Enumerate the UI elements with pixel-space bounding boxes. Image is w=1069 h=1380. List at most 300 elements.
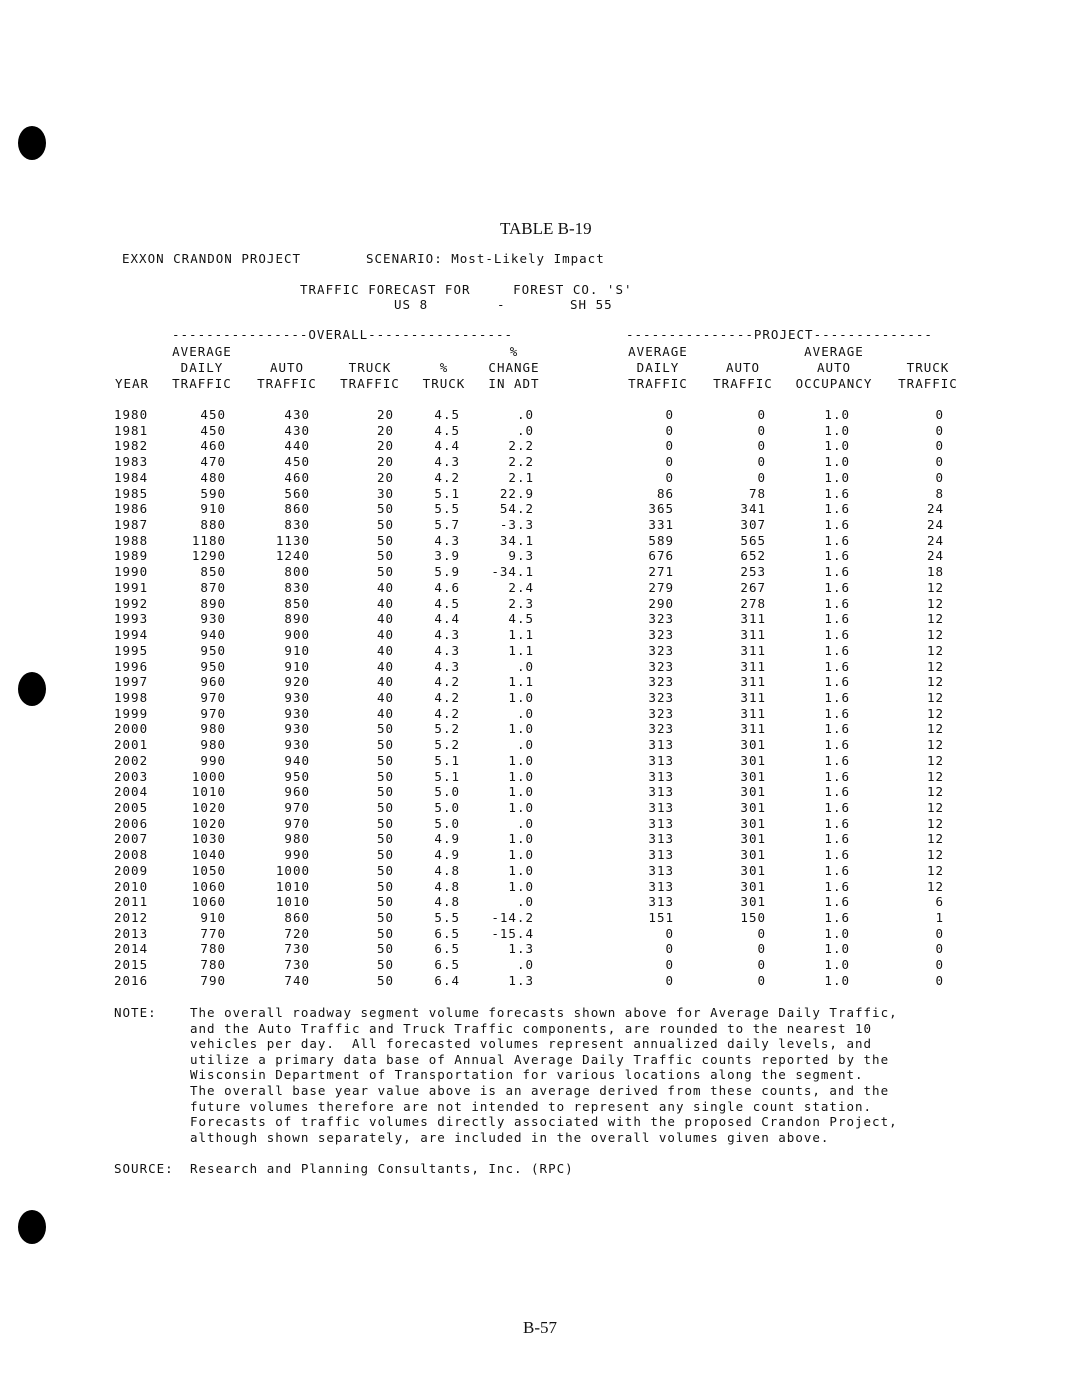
table-row	[0, 407, 1069, 423]
cell-pct-truck: 4.9	[434, 847, 460, 863]
column-header-adt-line-3: TRAFFIC	[172, 376, 232, 391]
cell-year: 2013	[114, 925, 149, 941]
cell-p-occ: 1.6	[824, 674, 850, 690]
cell-p-auto: 301	[740, 800, 766, 815]
cell-year: 2007	[114, 831, 149, 847]
cell-p-auto: 0	[757, 957, 766, 973]
cell-p-truck: 12	[926, 658, 944, 674]
cell-p-truck: 1	[935, 910, 944, 926]
column-header-p-occ-line-2: AUTO	[816, 360, 852, 375]
column-header-adt-line-1: AVERAGE	[172, 344, 232, 359]
cell-pct-truck: 4.6	[434, 579, 460, 595]
cell-p-truck: 12	[926, 768, 944, 784]
cell-adt: 1010	[191, 784, 226, 800]
column-header-p-truck-line-3: TRAFFIC	[898, 376, 958, 391]
segment-from: US 8	[394, 297, 429, 312]
cell-pct-truck: 4.5	[434, 407, 460, 422]
cell-year: 1998	[114, 689, 149, 705]
cell-p-truck: 18	[926, 564, 944, 580]
cell-p-adt: 0	[665, 972, 674, 988]
cell-p-auto: 301	[740, 784, 766, 800]
cell-auto: 980	[284, 831, 310, 847]
cell-pct-truck: 4.4	[434, 611, 460, 627]
cell-p-truck: 12	[926, 831, 944, 847]
cell-p-adt: 323	[648, 658, 674, 674]
cell-auto: 990	[284, 847, 310, 863]
table-row	[0, 596, 1069, 612]
table-row	[0, 423, 1069, 439]
cell-pct-truck: 4.2	[434, 689, 460, 705]
cell-adt: 960	[200, 674, 226, 690]
cell-pct-truck: 5.5	[434, 910, 460, 926]
cell-p-adt: 313	[648, 862, 674, 878]
cell-auto: 970	[284, 815, 310, 831]
cell-auto: 730	[284, 957, 310, 973]
cell-auto: 730	[284, 941, 310, 957]
cell-adt: 480	[200, 469, 226, 485]
cell-auto: 1000	[275, 862, 310, 878]
cell-p-truck: 12	[926, 815, 944, 831]
table-row	[0, 486, 1069, 502]
cell-year: 2001	[114, 737, 149, 753]
table-row	[0, 894, 1069, 910]
cell-p-auto: 311	[740, 658, 766, 674]
column-header-p-auto-line-3: TRAFFIC	[713, 376, 773, 391]
cell-adt: 990	[200, 752, 226, 768]
note-line: although shown separately, are included in the overall volumes given above.	[190, 1129, 830, 1145]
table-row	[0, 879, 1069, 895]
table-row	[0, 564, 1069, 580]
cell-pct-change: .0	[516, 422, 534, 438]
cell-auto: 910	[284, 658, 310, 674]
cell-p-truck: 12	[926, 627, 944, 643]
cell-year: 1999	[114, 705, 149, 721]
cell-adt: 590	[200, 485, 226, 501]
cell-p-auto: 301	[740, 847, 766, 863]
cell-pct-truck: 6.4	[434, 972, 460, 988]
cell-pct-change: 2.3	[508, 595, 534, 611]
cell-truck: 40	[376, 579, 394, 595]
table-row	[0, 831, 1069, 847]
cell-truck: 20	[376, 454, 394, 470]
cell-p-truck: 12	[926, 611, 944, 627]
cell-p-occ: 1.0	[824, 454, 850, 470]
cell-p-adt: 323	[648, 721, 674, 737]
cell-pct-truck: 4.2	[434, 674, 460, 690]
cell-year: 1992	[114, 595, 149, 611]
column-header-adt-line-2: DAILY	[180, 360, 224, 375]
table-row	[0, 643, 1069, 659]
cell-adt: 780	[200, 941, 226, 957]
cell-adt: 1180	[191, 532, 226, 548]
segment-dash: -	[497, 297, 506, 312]
cell-pct-change: 2.2	[508, 454, 534, 470]
cell-p-truck: 12	[926, 705, 944, 721]
cell-pct-truck: 6.5	[434, 925, 460, 941]
cell-year: 2005	[114, 800, 149, 815]
cell-adt: 1060	[191, 894, 226, 910]
cell-p-adt: 313	[648, 752, 674, 768]
cell-p-truck: 0	[935, 925, 944, 941]
cell-adt: 1020	[191, 800, 226, 815]
cell-p-auto: 0	[757, 454, 766, 470]
cell-truck: 20	[376, 422, 394, 438]
cell-p-adt: 676	[648, 548, 674, 564]
cell-auto: 930	[284, 689, 310, 705]
cell-p-auto: 311	[740, 689, 766, 705]
cell-year: 1988	[114, 532, 149, 548]
cell-year: 2010	[114, 878, 149, 894]
scenario-label: SCENARIO: Most-Likely Impact	[366, 251, 605, 266]
cell-auto: 450	[284, 454, 310, 470]
column-header-truck-line-3: TRAFFIC	[340, 376, 400, 391]
cell-pct-truck: 3.9	[434, 548, 460, 564]
cell-pct-truck: 4.3	[434, 627, 460, 643]
cell-p-adt: 313	[648, 737, 674, 753]
table-row	[0, 501, 1069, 517]
cell-truck: 50	[376, 894, 394, 910]
cell-auto: 1010	[275, 878, 310, 894]
cell-pct-change: 1.0	[508, 721, 534, 737]
cell-p-adt: 279	[648, 579, 674, 595]
cell-p-occ: 1.6	[824, 689, 850, 705]
cell-p-occ: 1.6	[824, 752, 850, 768]
table-row	[0, 847, 1069, 863]
binder-hole-bottom	[18, 1210, 46, 1244]
cell-p-adt: 331	[648, 517, 674, 533]
cell-auto: 800	[284, 564, 310, 580]
cell-p-auto: 301	[740, 752, 766, 768]
cell-pct-truck: 6.5	[434, 941, 460, 957]
cell-p-truck: 24	[926, 532, 944, 548]
cell-pct-change: -34.1	[491, 564, 534, 580]
segment-to: SH 55	[570, 297, 613, 312]
cell-auto: 950	[284, 768, 310, 784]
cell-p-truck: 0	[935, 422, 944, 438]
note-label: NOTE:	[114, 1005, 157, 1020]
cell-year: 1980	[114, 407, 149, 422]
cell-p-auto: 301	[740, 894, 766, 910]
cell-auto: 970	[284, 800, 310, 815]
cell-p-occ: 1.6	[824, 501, 850, 517]
cell-pct-change: 2.4	[508, 579, 534, 595]
cell-p-truck: 24	[926, 548, 944, 564]
cell-p-occ: 1.6	[824, 721, 850, 737]
cell-p-auto: 0	[757, 941, 766, 957]
cell-truck: 50	[376, 768, 394, 784]
cell-adt: 870	[200, 579, 226, 595]
cell-auto: 830	[284, 517, 310, 533]
cell-truck: 30	[376, 485, 394, 501]
cell-p-adt: 290	[648, 595, 674, 611]
cell-pct-change: 1.3	[508, 972, 534, 988]
cell-auto: 720	[284, 925, 310, 941]
cell-truck: 50	[376, 957, 394, 973]
cell-pct-truck: 4.3	[434, 658, 460, 674]
table-row	[0, 816, 1069, 832]
cell-pct-truck: 4.2	[434, 469, 460, 485]
cell-p-adt: 0	[665, 407, 674, 422]
cell-year: 2015	[114, 957, 149, 973]
cell-p-auto: 311	[740, 642, 766, 658]
cell-adt: 1030	[191, 831, 226, 847]
cell-pct-truck: 4.8	[434, 862, 460, 878]
cell-adt: 910	[200, 910, 226, 926]
table-row	[0, 706, 1069, 722]
cell-truck: 20	[376, 438, 394, 454]
cell-year: 2003	[114, 768, 149, 784]
cell-p-occ: 1.0	[824, 957, 850, 973]
cell-truck: 40	[376, 611, 394, 627]
cell-p-truck: 0	[935, 469, 944, 485]
cell-pct-change: 1.1	[508, 627, 534, 643]
cell-adt: 1040	[191, 847, 226, 863]
cell-p-occ: 1.6	[824, 878, 850, 894]
cell-year: 2000	[114, 721, 149, 737]
cell-truck: 50	[376, 878, 394, 894]
cell-adt: 1020	[191, 815, 226, 831]
cell-adt: 980	[200, 737, 226, 753]
cell-p-occ: 1.6	[824, 847, 850, 863]
cell-p-truck: 12	[926, 737, 944, 753]
table-row	[0, 753, 1069, 769]
cell-p-truck: 12	[926, 862, 944, 878]
cell-pct-truck: 6.5	[434, 957, 460, 973]
cell-pct-change: 4.5	[508, 611, 534, 627]
table-row	[0, 926, 1069, 942]
cell-year: 1995	[114, 642, 149, 658]
cell-p-adt: 323	[648, 705, 674, 721]
cell-pct-change: 1.0	[508, 689, 534, 705]
cell-adt: 890	[200, 595, 226, 611]
table-row	[0, 800, 1069, 816]
overall-group-header: ----------------OVERALL-----------------	[172, 327, 514, 342]
cell-p-auto: 0	[757, 438, 766, 454]
cell-pct-truck: 4.3	[434, 642, 460, 658]
cell-auto: 1130	[275, 532, 310, 548]
cell-truck: 50	[376, 517, 394, 533]
project-name: EXXON CRANDON PROJECT	[122, 251, 302, 266]
cell-p-auto: 307	[740, 517, 766, 533]
cell-year: 1991	[114, 579, 149, 595]
table-row	[0, 470, 1069, 486]
cell-year: 1993	[114, 611, 149, 627]
cell-truck: 40	[376, 705, 394, 721]
column-header-pct-change-line-3: IN ADT	[488, 376, 540, 391]
cell-p-adt: 313	[648, 831, 674, 847]
cell-p-truck: 0	[935, 972, 944, 988]
cell-p-occ: 1.0	[824, 407, 850, 422]
cell-pct-change: 1.1	[508, 642, 534, 658]
cell-auto: 940	[284, 752, 310, 768]
cell-pct-truck: 5.1	[434, 752, 460, 768]
cell-truck: 20	[376, 469, 394, 485]
column-header-pct-change-line-1: %	[509, 344, 519, 359]
cell-auto: 430	[284, 407, 310, 422]
cell-p-occ: 1.6	[824, 517, 850, 533]
column-header-pct-truck-line-3: TRUCK	[422, 376, 466, 391]
table-row	[0, 548, 1069, 564]
cell-p-adt: 0	[665, 925, 674, 941]
cell-pct-truck: 4.2	[434, 705, 460, 721]
cell-p-auto: 301	[740, 862, 766, 878]
cell-year: 1985	[114, 485, 149, 501]
column-header-p-adt-line-3: TRAFFIC	[628, 376, 688, 391]
cell-auto: 560	[284, 485, 310, 501]
cell-p-adt: 86	[656, 485, 674, 501]
cell-p-occ: 1.0	[824, 422, 850, 438]
column-header-pct-truck-line-2: %	[439, 360, 449, 375]
cell-p-adt: 313	[648, 894, 674, 910]
cell-pct-truck: 4.3	[434, 532, 460, 548]
table-row	[0, 784, 1069, 800]
cell-p-occ: 1.6	[824, 642, 850, 658]
cell-truck: 50	[376, 721, 394, 737]
cell-p-adt: 589	[648, 532, 674, 548]
cell-truck: 50	[376, 737, 394, 753]
cell-auto: 900	[284, 627, 310, 643]
project-group-header: ---------------PROJECT--------------	[626, 327, 933, 342]
cell-p-auto: 253	[740, 564, 766, 580]
cell-p-auto: 0	[757, 407, 766, 422]
cell-year: 1997	[114, 674, 149, 690]
cell-pct-change: .0	[516, 737, 534, 753]
cell-p-truck: 12	[926, 721, 944, 737]
cell-year: 1987	[114, 517, 149, 533]
table-row	[0, 721, 1069, 737]
cell-p-auto: 311	[740, 705, 766, 721]
cell-adt: 970	[200, 689, 226, 705]
cell-truck: 40	[376, 627, 394, 643]
cell-year: 1996	[114, 658, 149, 674]
cell-p-auto: 78	[748, 485, 766, 501]
cell-p-truck: 0	[935, 438, 944, 454]
cell-p-occ: 1.6	[824, 815, 850, 831]
column-header-p-truck-line-2: TRUCK	[906, 360, 950, 375]
cell-p-occ: 1.6	[824, 548, 850, 564]
cell-p-auto: 311	[740, 627, 766, 643]
cell-truck: 50	[376, 910, 394, 926]
cell-truck: 40	[376, 595, 394, 611]
cell-truck: 50	[376, 847, 394, 863]
cell-p-adt: 0	[665, 422, 674, 438]
cell-pct-change: .0	[516, 705, 534, 721]
cell-p-occ: 1.6	[824, 579, 850, 595]
cell-adt: 970	[200, 705, 226, 721]
cell-pct-truck: 4.4	[434, 438, 460, 454]
cell-adt: 980	[200, 721, 226, 737]
note-line: The overall roadway segment volume forecasts shown above for Average Daily Traffic,	[190, 1005, 898, 1020]
table-row	[0, 438, 1069, 454]
cell-p-occ: 1.6	[824, 532, 850, 548]
cell-pct-truck: 5.5	[434, 501, 460, 517]
cell-p-truck: 12	[926, 784, 944, 800]
cell-pct-truck: 5.1	[434, 485, 460, 501]
cell-truck: 50	[376, 972, 394, 988]
cell-p-occ: 1.6	[824, 595, 850, 611]
cell-p-truck: 12	[926, 689, 944, 705]
source-label: SOURCE:	[114, 1161, 174, 1176]
binder-hole-top	[18, 126, 46, 160]
cell-year: 2012	[114, 910, 149, 926]
cell-p-auto: 311	[740, 674, 766, 690]
cell-pct-truck: 4.9	[434, 831, 460, 847]
cell-year: 2004	[114, 784, 149, 800]
table-row	[0, 957, 1069, 973]
cell-pct-truck: 4.8	[434, 894, 460, 910]
cell-pct-change: .0	[516, 894, 534, 910]
cell-pct-change: 1.0	[508, 784, 534, 800]
column-header-p-adt-line-1: AVERAGE	[628, 344, 688, 359]
cell-p-adt: 271	[648, 564, 674, 580]
column-header-p-occ-line-3: OCCUPANCY	[795, 376, 873, 391]
cell-auto: 930	[284, 705, 310, 721]
page-number: B-57	[523, 1318, 557, 1337]
cell-pct-truck: 4.5	[434, 422, 460, 438]
cell-p-truck: 12	[926, 674, 944, 690]
cell-auto: 930	[284, 737, 310, 753]
cell-p-adt: 0	[665, 438, 674, 454]
cell-adt: 790	[200, 972, 226, 988]
cell-p-auto: 0	[757, 422, 766, 438]
cell-pct-change: 1.0	[508, 878, 534, 894]
cell-auto: 830	[284, 579, 310, 595]
cell-p-truck: 12	[926, 579, 944, 595]
cell-truck: 20	[376, 407, 394, 422]
cell-p-auto: 267	[740, 579, 766, 595]
cell-truck: 50	[376, 564, 394, 580]
cell-p-occ: 1.0	[824, 925, 850, 941]
cell-pct-truck: 4.8	[434, 878, 460, 894]
cell-p-adt: 0	[665, 454, 674, 470]
cell-auto: 890	[284, 611, 310, 627]
cell-year: 1982	[114, 438, 149, 454]
cell-year: 2016	[114, 972, 149, 988]
cell-p-truck: 12	[926, 595, 944, 611]
cell-auto: 850	[284, 595, 310, 611]
cell-p-auto: 652	[740, 548, 766, 564]
cell-p-occ: 1.6	[824, 768, 850, 784]
cell-p-occ: 1.6	[824, 658, 850, 674]
cell-truck: 50	[376, 784, 394, 800]
column-header-p-auto-line-2: AUTO	[725, 360, 761, 375]
cell-p-auto: 341	[740, 501, 766, 517]
cell-year: 1990	[114, 564, 149, 580]
cell-adt: 1000	[191, 768, 226, 784]
cell-pct-change: .0	[516, 815, 534, 831]
cell-pct-change: 1.0	[508, 847, 534, 863]
cell-p-adt: 313	[648, 878, 674, 894]
cell-pct-change: 1.0	[508, 768, 534, 784]
cell-adt: 1290	[191, 548, 226, 564]
cell-p-occ: 1.6	[824, 831, 850, 847]
table-row	[0, 659, 1069, 675]
cell-p-auto: 301	[740, 737, 766, 753]
cell-p-auto: 301	[740, 815, 766, 831]
cell-year: 1986	[114, 501, 149, 517]
cell-pct-change: .0	[516, 658, 534, 674]
table-row	[0, 737, 1069, 753]
cell-pct-change: 34.1	[499, 532, 534, 548]
cell-adt: 460	[200, 438, 226, 454]
cell-pct-truck: 5.1	[434, 768, 460, 784]
column-header-auto-line-3: TRAFFIC	[257, 376, 317, 391]
cell-adt: 450	[200, 422, 226, 438]
cell-pct-change: 1.0	[508, 862, 534, 878]
cell-pct-truck: 5.9	[434, 564, 460, 580]
cell-p-adt: 365	[648, 501, 674, 517]
cell-pct-truck: 5.0	[434, 815, 460, 831]
